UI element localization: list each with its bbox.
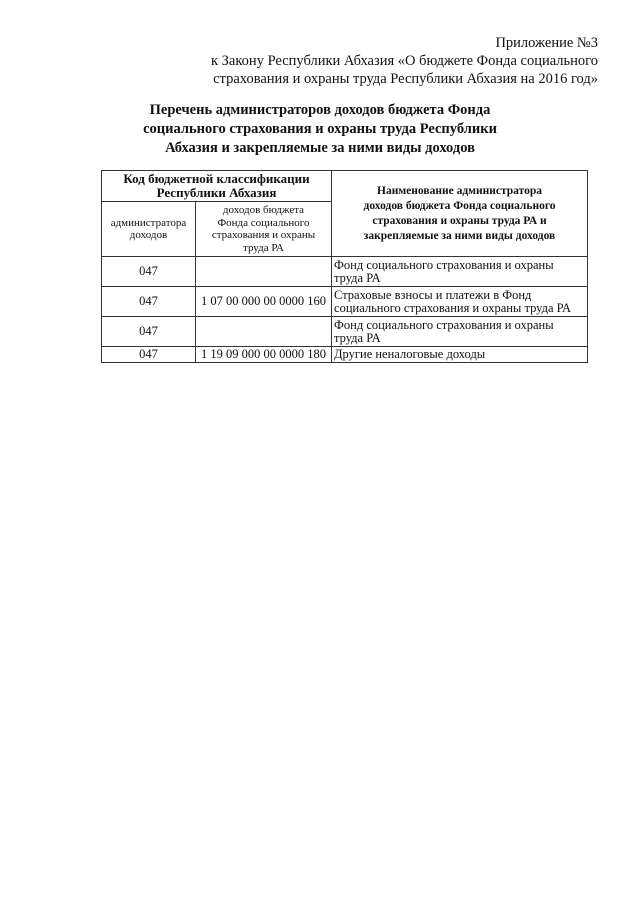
code-group-line2: Республики Абхазия bbox=[156, 185, 277, 200]
admin-code-cell: 047 bbox=[102, 347, 196, 363]
income-name-line1: Фонд социального страхования и охраны bbox=[334, 257, 554, 272]
table-row bbox=[102, 317, 588, 347]
income-col-line3: страхования и охраны bbox=[211, 229, 316, 241]
table-header-row bbox=[102, 171, 588, 202]
table-row bbox=[102, 287, 588, 317]
appendix-header bbox=[211, 34, 598, 88]
title-line3: Абхазия и закрепляемые за ними виды доходов bbox=[165, 140, 475, 156]
income-name-cell bbox=[332, 317, 588, 347]
income-name-line1: Страховые взносы и платежи в Фонд bbox=[334, 287, 532, 302]
appendix-number: Приложение №3 bbox=[495, 35, 598, 51]
income-code-cell bbox=[196, 257, 332, 287]
income-code-cell: 1 07 00 000 00 0000 160 bbox=[196, 287, 332, 317]
code-group-header bbox=[102, 171, 332, 202]
admin-code-cell: 047 bbox=[102, 317, 196, 347]
income-col-line1: доходов бюджета bbox=[222, 204, 305, 216]
appendix-law-line1: к Закону Республики Абхазия «О бюджете Фонда социального bbox=[211, 53, 598, 69]
table-row bbox=[102, 347, 588, 363]
income-col-line4: труда РА bbox=[243, 241, 284, 254]
administrators-table bbox=[101, 170, 588, 363]
title-line2: социального страхования и охраны труда Республики bbox=[143, 121, 497, 137]
table-row bbox=[102, 257, 588, 287]
title-line1: Перечень администраторов доходов бюджета Фонда bbox=[149, 102, 491, 118]
income-col-header bbox=[196, 202, 332, 257]
income-name-cell bbox=[332, 257, 588, 287]
code-group-line1: Код бюджетной классификации bbox=[123, 171, 310, 186]
admin-col-header bbox=[102, 202, 196, 257]
income-name-line2: труда РА bbox=[334, 270, 381, 285]
admin-col-line2: доходов bbox=[129, 229, 168, 241]
income-name-line2: социального страхования и охраны труда РА bbox=[334, 300, 572, 315]
income-col-line2: Фонда социального bbox=[217, 216, 310, 229]
name-header bbox=[332, 171, 588, 257]
income-name-cell bbox=[332, 287, 588, 317]
income-code-cell: 1 19 09 000 00 0000 180 bbox=[196, 347, 332, 363]
document-title bbox=[100, 101, 540, 158]
admin-code-cell: 047 bbox=[102, 257, 196, 287]
name-header-line2: доходов бюджета Фонда социального bbox=[363, 199, 556, 212]
name-header-line1: Наименование администратора bbox=[377, 184, 542, 197]
admin-col-line1: администратора bbox=[110, 216, 187, 229]
appendix-law-line2: страхования и охраны труда Республики Абхазия на 2016 год» bbox=[213, 71, 598, 87]
name-header-line4: закрепляемые за ними виды доходов bbox=[363, 229, 556, 242]
income-name-line1: Фонд социального страхования и охраны bbox=[334, 317, 554, 332]
income-name-line2: труда РА bbox=[334, 330, 381, 345]
income-code-cell bbox=[196, 317, 332, 347]
income-name-cell: Другие неналоговые доходы bbox=[332, 347, 588, 363]
admin-code-cell: 047 bbox=[102, 287, 196, 317]
name-header-line3: страхования и охраны труда РА и bbox=[372, 214, 547, 227]
